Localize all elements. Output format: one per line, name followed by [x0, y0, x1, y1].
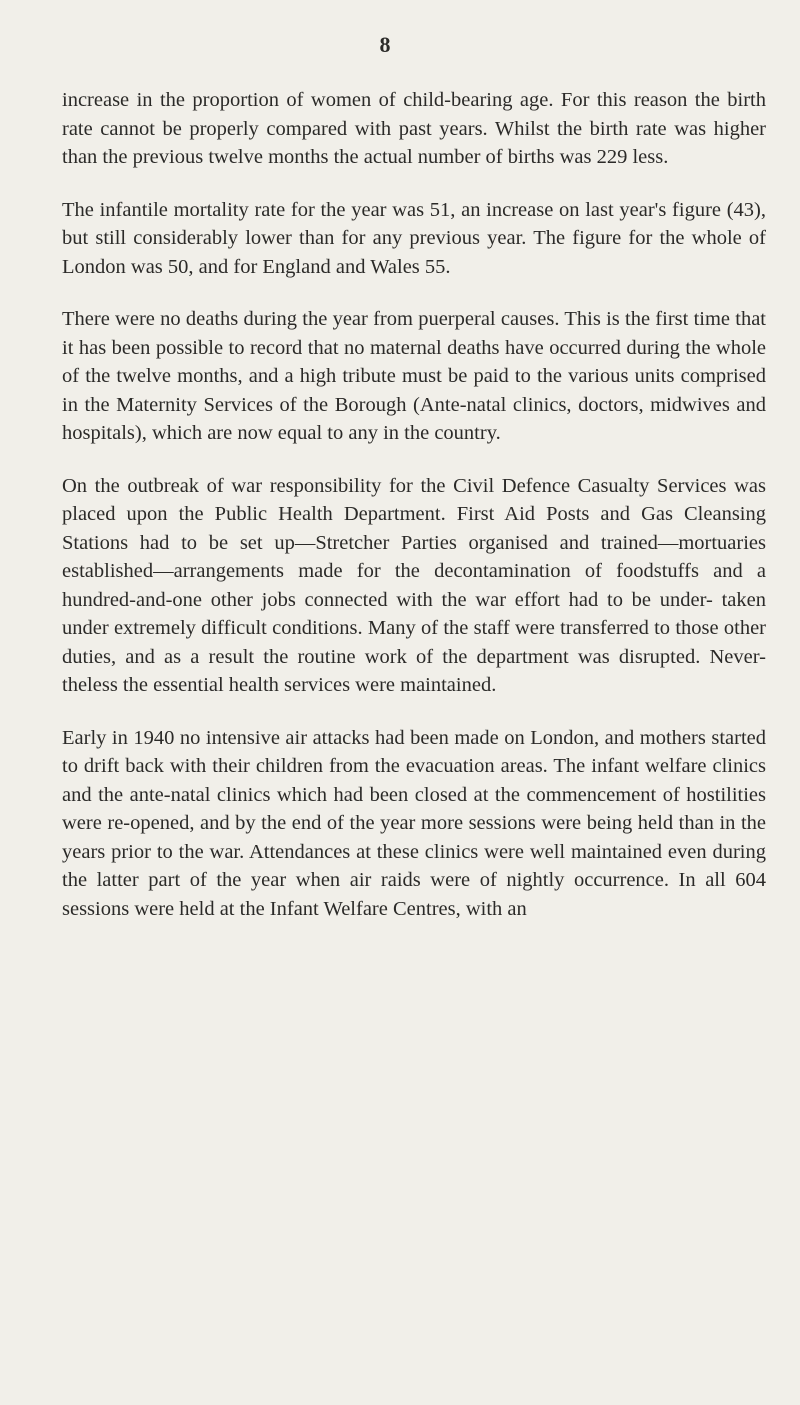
paragraph-birth-rate: increase in the proportion of women of child-bearing age. For this reason the birth rate cannot be properly compared with past years. Whilst the birth rate was higher than the previous twelve months the actual number of births was 229 less. [62, 89, 766, 168]
paragraph-infantile-mortality: The infantile mortality rate for the year was 51, an increase on last year's figure (43), but still considerably lower than for any previous year. The figure for the whole of London was 50, and for England and Wales 55. [62, 198, 766, 278]
page-number: 8 [379, 32, 391, 57]
paragraph-puerperal-deaths: There were no deaths during the year from puerperal causes. This is the first time that it has been possible to record that no maternal deaths have occurred during the whole of the twelve months, and a high tribute must be paid to the various units comprised in the Maternity Services of the Borough (Ante-natal clinics, doctors, midwives and hospitals), which are now equal to any in the country. [62, 308, 766, 444]
paragraph-clinics-1940: Early in 1940 no intensive air attacks had been made on London, and mothers started to drift back with their children from the evacuation areas. The infant welfare clinics and the ante-natal clinics which had been closed at the commencement of hostilities were re-opened, and by the end of the year more sessions were being held than in the years prior to the war. Attendances at these clinics were well maintained even during the latter part of the year when air raids were of nightly occurrence. In all 604 sessions were held at the Infant Welfare Centres, with an [62, 726, 766, 920]
body-text [62, 86, 766, 923]
paragraph-civil-defence: On the outbreak of war responsibility for the Civil Defence Casualty Services was placed upon the Public Health Department. First Aid Posts and Gas Cleansing Stations had to be set up—Stretcher Parties organised and trained—mortuaries established—arrangements made for the decontamination of foodstuffs and a hundred-and-one other jobs connected with the war effort had to be under- taken under extremely difficult conditions. Many of the staff were transferred to those other duties, and as a result the routine work of the department was disrupted. Never- theless the essential health services were maintained. [62, 474, 766, 696]
